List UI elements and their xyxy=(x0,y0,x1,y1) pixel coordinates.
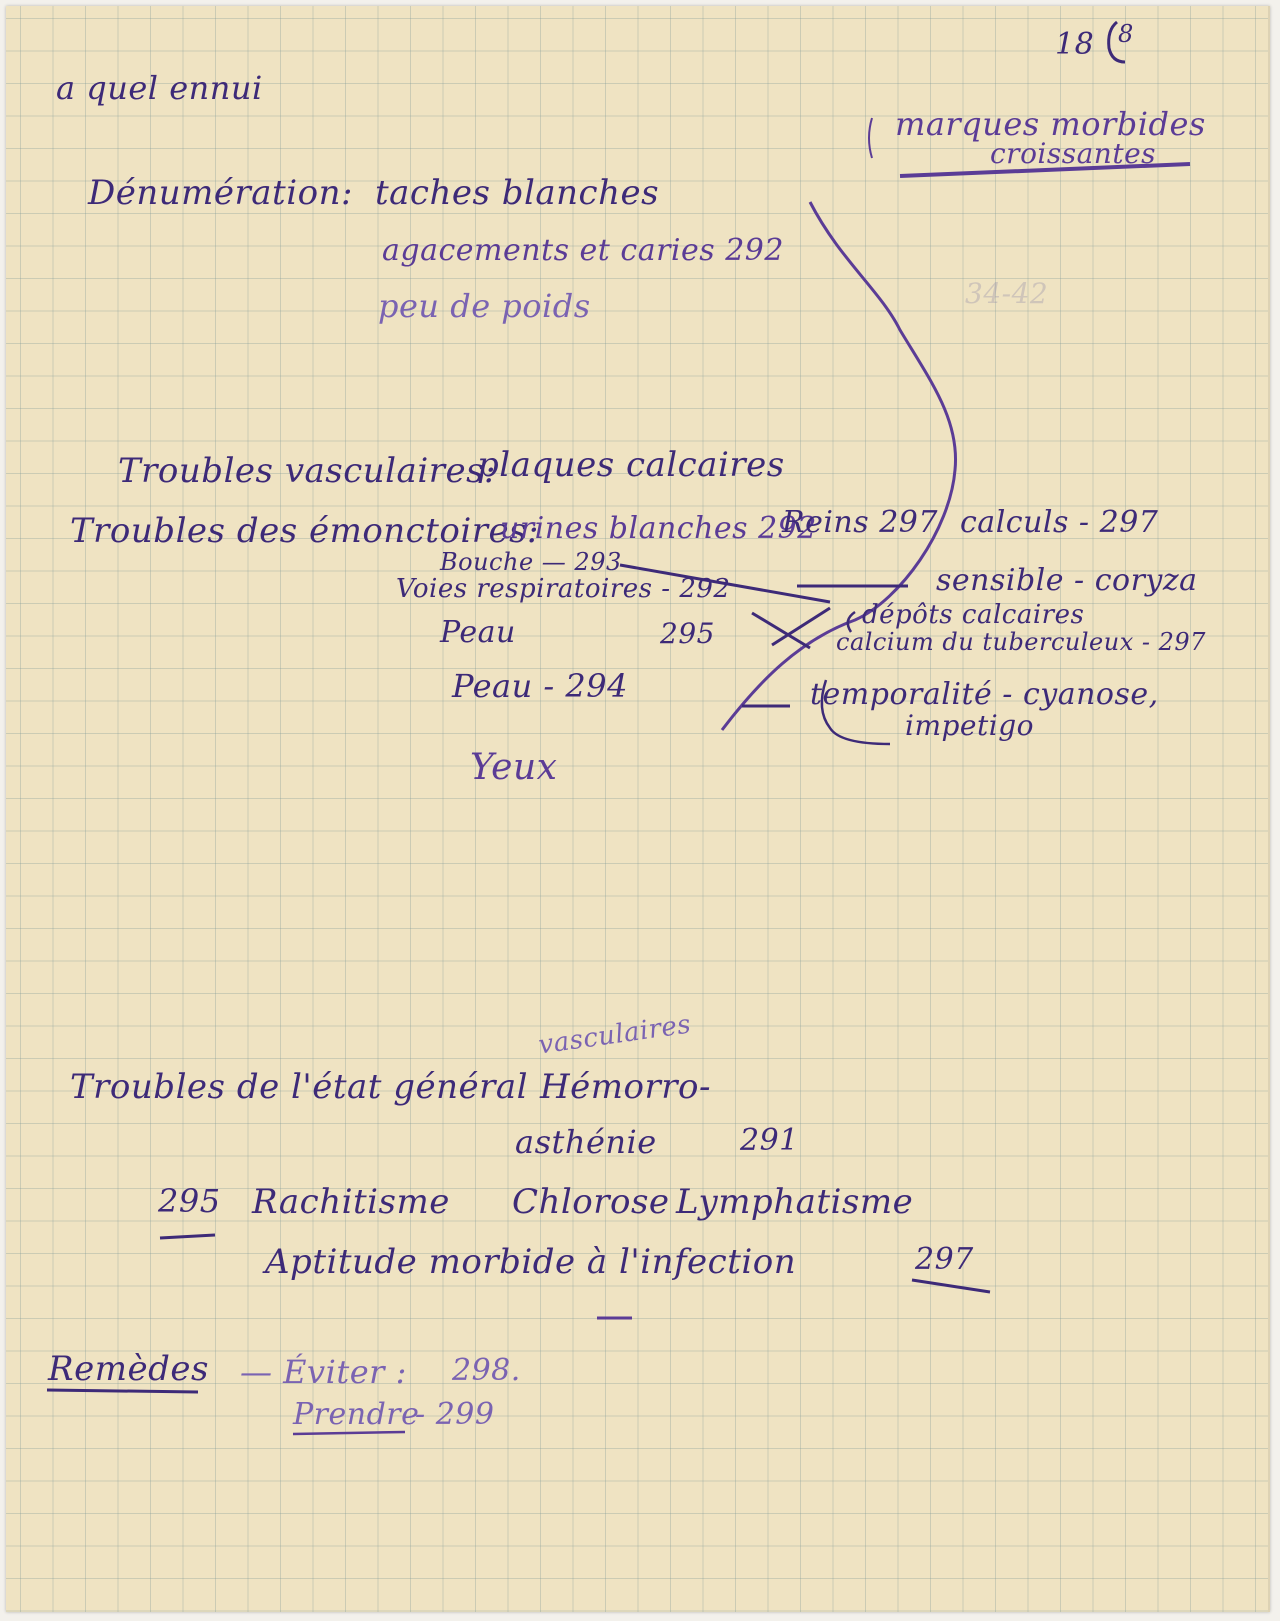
right-temperature: temporalité - cyanose, xyxy=(810,677,1159,712)
etat-heading: Troubles de l'état général xyxy=(70,1067,529,1107)
item-peau-295-page: 295 xyxy=(660,617,715,650)
vasculaires-heading: Troubles vasculaires: xyxy=(118,451,496,491)
margin-note-line1: marques morbides xyxy=(895,105,1206,143)
etat-chlorose: Chlorose xyxy=(512,1182,670,1222)
dentition-line1: taches blanches xyxy=(375,173,660,213)
remedes-eviter: — Éviter : xyxy=(240,1353,407,1391)
etat-annotation: vasculaires xyxy=(536,1009,693,1061)
eyes-label: Yeux xyxy=(470,747,558,788)
item-peau-294: Peau - 294 xyxy=(452,667,628,705)
etat-value1: Hémorro- xyxy=(540,1067,711,1107)
etat-page2: 297 xyxy=(915,1242,974,1277)
dentition-heading: Dénumération: xyxy=(88,173,353,213)
remedes-prendre-page: - 299 xyxy=(415,1397,495,1432)
right-sensible: sensible - coryza xyxy=(936,563,1198,598)
dentition-line3: peu de poids xyxy=(378,287,591,325)
item-bouche: Bouche — 293 xyxy=(440,548,622,576)
right-calculs: calculs - 297 xyxy=(960,505,1159,540)
remedes-heading: Remèdes xyxy=(48,1349,209,1389)
remedes-eviter-page: 298. xyxy=(452,1353,521,1388)
page-circle-mark: 8 xyxy=(1118,20,1134,48)
right-calcium: calcium du tuberculeux - 297 xyxy=(836,628,1206,656)
right-reins: Reins 297 xyxy=(782,505,938,540)
emonctoires-value: urines blanches 292 xyxy=(500,511,817,546)
right-impetigo: impetigo xyxy=(905,709,1034,742)
remedes-prendre: Prendre xyxy=(293,1397,420,1432)
etat-rachitisme: Rachitisme xyxy=(252,1182,450,1222)
item-voies-respiratoires: Voies respiratoires - 292 xyxy=(396,574,731,604)
item-peau-295: Peau xyxy=(440,615,516,650)
etat-lymphatisme: Lymphatisme xyxy=(676,1182,914,1222)
vasculaires-value: plaques calcaires xyxy=(477,445,785,485)
dentition-line2: agacements et caries 292 xyxy=(382,233,784,268)
right-depots: dépôts calcaires xyxy=(862,600,1085,630)
etat-page1: 291 xyxy=(740,1123,799,1158)
top-note: a quel ennui xyxy=(56,69,263,107)
etat-ref: 295 xyxy=(158,1182,221,1220)
etat-line2: Aptitude morbide à l'infection xyxy=(265,1242,797,1282)
faint-mark: 34-42 xyxy=(965,277,1049,310)
emonctoires-heading: Troubles des émonctoires: xyxy=(70,511,540,551)
etat-value2: asthénie xyxy=(515,1123,657,1161)
margin-note-line2: croissantes xyxy=(990,137,1157,170)
page-number: 18 xyxy=(1055,27,1095,62)
